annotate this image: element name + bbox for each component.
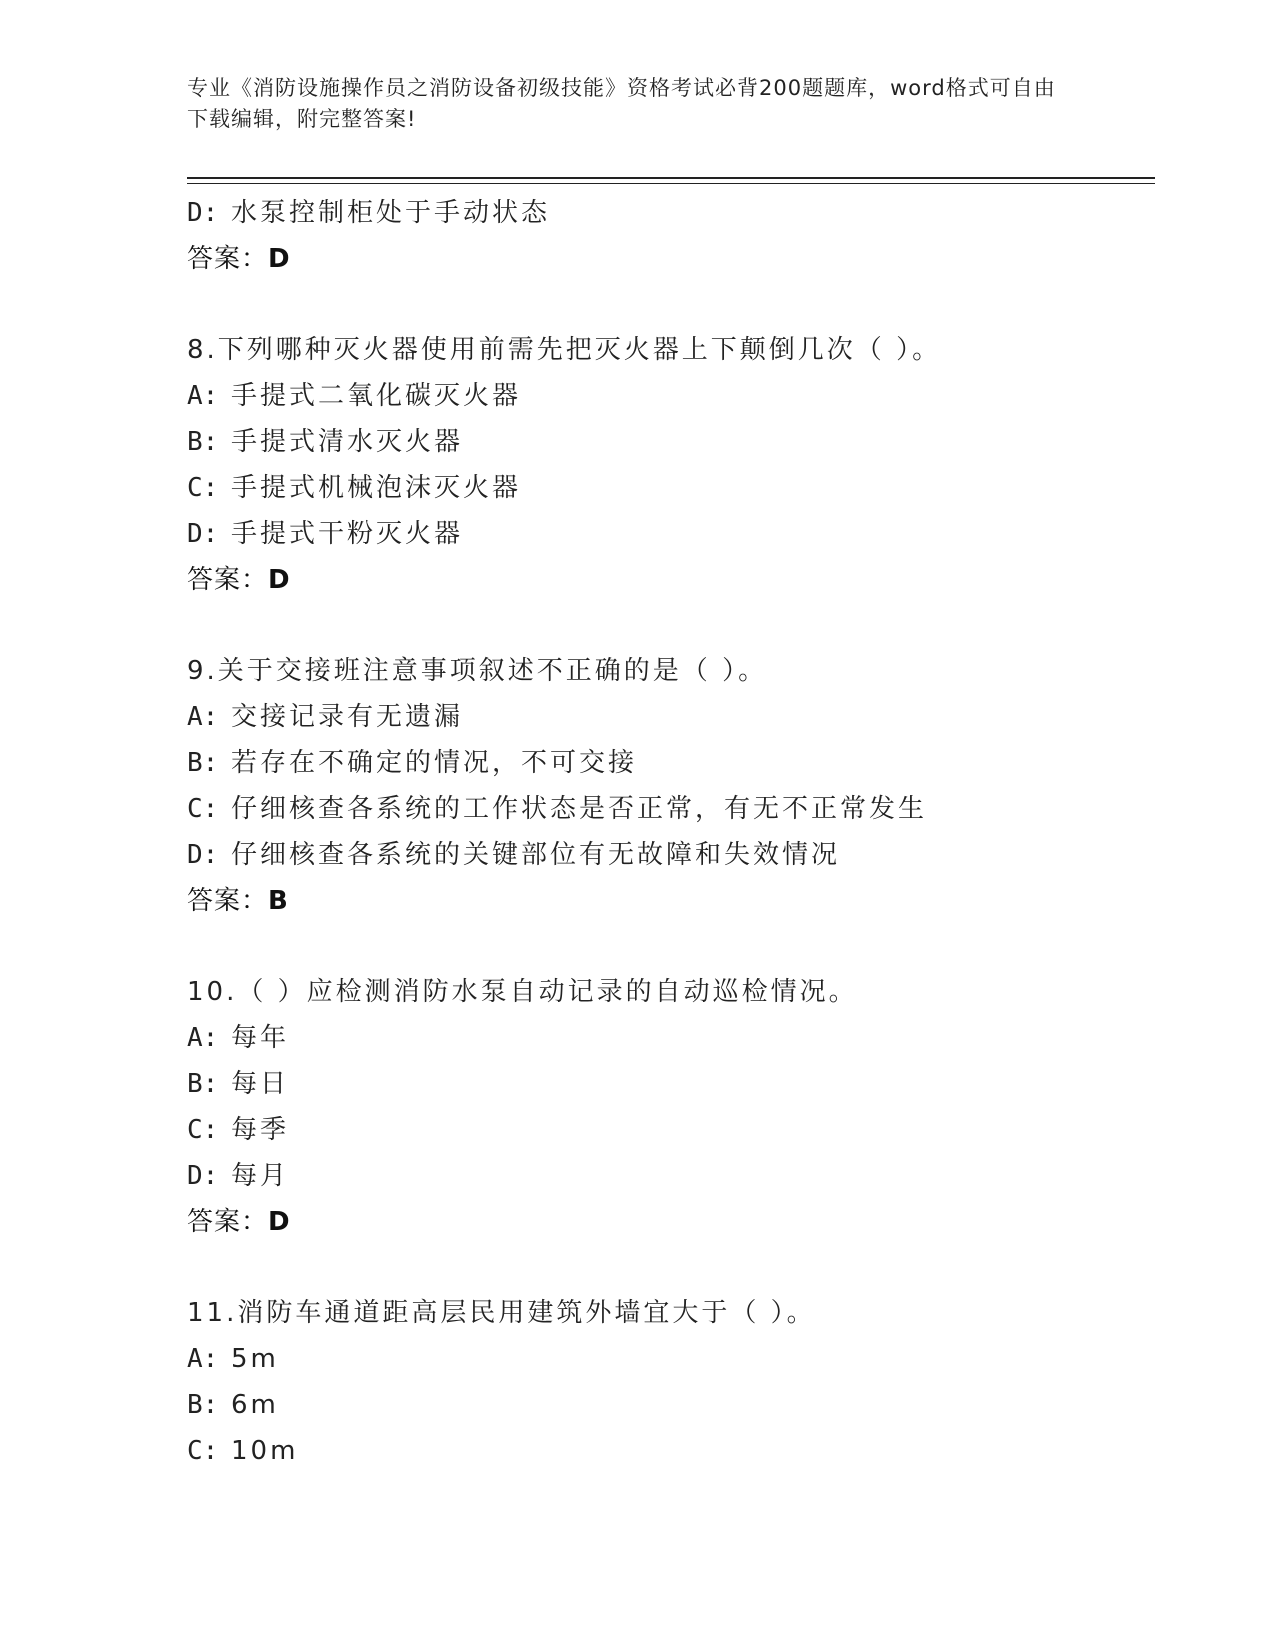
option-d bbox=[187, 1153, 1155, 1199]
option-letter: C: bbox=[187, 794, 219, 824]
question-stem: 9.关于交接班注意事项叙述不正确的是（ ）。 bbox=[187, 656, 768, 686]
option-text: 10m bbox=[231, 1436, 299, 1466]
option-text: 每年 bbox=[231, 1023, 290, 1053]
option-letter: D: bbox=[187, 519, 219, 549]
option-text: 水泵控制柜处于手动状态 bbox=[231, 198, 551, 228]
answer-line bbox=[187, 878, 1155, 924]
option-c bbox=[187, 465, 1155, 511]
option-letter: A: bbox=[187, 702, 219, 732]
question-9 bbox=[187, 648, 1155, 924]
option-d bbox=[187, 190, 1155, 236]
option-text: 6m bbox=[231, 1390, 279, 1420]
answer-label: 答案： bbox=[187, 565, 269, 595]
option-c bbox=[187, 1428, 1155, 1474]
option-letter: A: bbox=[187, 381, 219, 411]
option-b bbox=[187, 1382, 1155, 1428]
answer-label: 答案： bbox=[187, 1207, 269, 1237]
question-list bbox=[187, 190, 1155, 1519]
option-b bbox=[187, 1061, 1155, 1107]
option-letter: A: bbox=[187, 1344, 219, 1374]
option-letter: B: bbox=[187, 1069, 219, 1099]
answer-value: B bbox=[268, 886, 289, 916]
answer-line bbox=[187, 557, 1155, 603]
answer-label: 答案： bbox=[187, 886, 269, 916]
option-a bbox=[187, 373, 1155, 419]
option-letter: A: bbox=[187, 1023, 219, 1053]
option-letter: B: bbox=[187, 748, 219, 778]
option-b bbox=[187, 419, 1155, 465]
header-divider-thick bbox=[187, 177, 1155, 179]
option-letter: D: bbox=[187, 840, 219, 870]
option-c bbox=[187, 786, 1155, 832]
option-text: 仔细核查各系统的关键部位有无故障和失效情况 bbox=[231, 840, 841, 870]
option-a bbox=[187, 694, 1155, 740]
option-text: 每季 bbox=[231, 1115, 290, 1145]
question-8 bbox=[187, 327, 1155, 603]
option-letter: D: bbox=[187, 198, 219, 228]
option-d bbox=[187, 511, 1155, 557]
option-letter: B: bbox=[187, 1390, 219, 1420]
option-text: 每月 bbox=[231, 1161, 290, 1191]
answer-line bbox=[187, 1199, 1155, 1245]
answer-value: D bbox=[268, 565, 291, 595]
option-c bbox=[187, 1107, 1155, 1153]
question-stem: 10.（ ）应检测消防水泵自动记录的自动巡检情况。 bbox=[187, 977, 858, 1007]
option-text: 手提式干粉灭火器 bbox=[231, 519, 464, 549]
header-text: 专业《消防设施操作员之消防设备初级技能》资格考试必背200题题库，word格式可自由下载编辑，附完整答案! bbox=[187, 76, 1056, 131]
question-stem: 11.消防车通道距高层民用建筑外墙宜大于（ ）。 bbox=[187, 1298, 816, 1328]
option-letter: B: bbox=[187, 427, 219, 457]
answer-value: D bbox=[268, 1207, 291, 1237]
option-text: 5m bbox=[231, 1344, 279, 1374]
option-letter: D: bbox=[187, 1161, 219, 1191]
option-text: 若存在不确定的情况，不可交接 bbox=[231, 748, 638, 778]
option-text: 手提式清水灭火器 bbox=[231, 427, 464, 457]
option-letter: C: bbox=[187, 1115, 219, 1145]
option-d bbox=[187, 832, 1155, 878]
option-b bbox=[187, 740, 1155, 786]
option-text: 交接记录有无遗漏 bbox=[231, 702, 464, 732]
question-stem: 8.下列哪种灭火器使用前需先把灭火器上下颠倒几次（ ）。 bbox=[187, 335, 942, 365]
option-letter: C: bbox=[187, 473, 219, 503]
question-10 bbox=[187, 969, 1155, 1245]
question-11 bbox=[187, 1290, 1155, 1474]
answer-line bbox=[187, 236, 1155, 282]
question-7-continuation bbox=[187, 190, 1155, 282]
document-header bbox=[187, 73, 1067, 135]
answer-value: D bbox=[268, 244, 291, 274]
option-letter: C: bbox=[187, 1436, 219, 1466]
option-text: 每日 bbox=[231, 1069, 290, 1099]
option-text: 仔细核查各系统的工作状态是否正常，有无不正常发生 bbox=[231, 794, 928, 824]
option-a bbox=[187, 1336, 1155, 1382]
option-a bbox=[187, 1015, 1155, 1061]
option-text: 手提式机械泡沫灭火器 bbox=[231, 473, 522, 503]
option-text: 手提式二氧化碳灭火器 bbox=[231, 381, 522, 411]
answer-label: 答案： bbox=[187, 244, 269, 274]
header-divider-thin bbox=[187, 183, 1155, 184]
